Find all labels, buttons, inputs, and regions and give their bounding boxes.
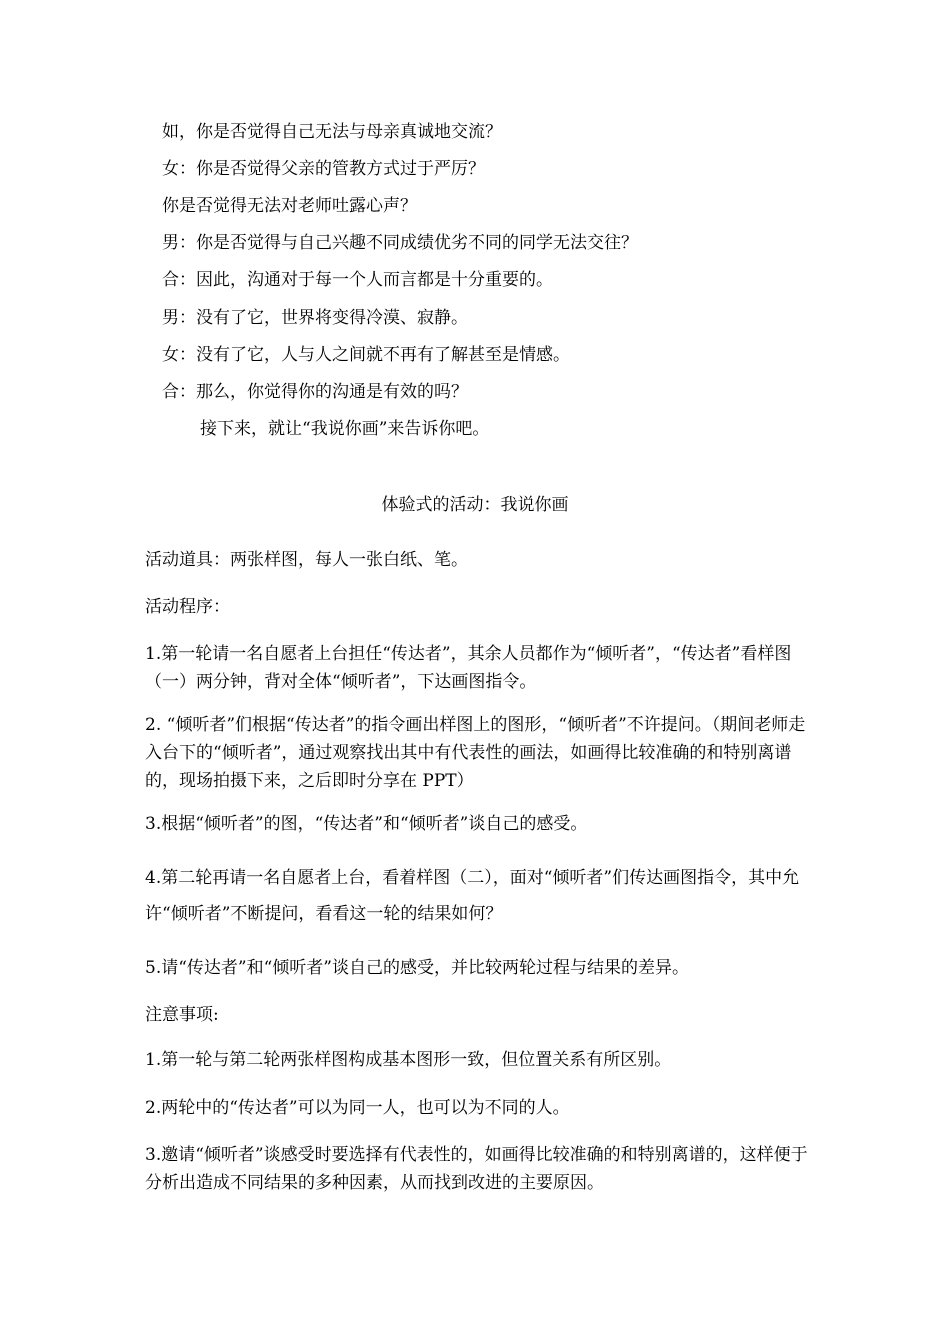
dialogue-line: 男：没有了它，世界将变得冷漠、寂静。 xyxy=(162,308,468,328)
notes-heading: 注意事项: xyxy=(145,1005,219,1025)
dialogue-line: 如，你是否觉得自己无法与母亲真诚地交流？ xyxy=(162,122,502,142)
procedure-step-3: 3.根据“倾听者”的图，“传达者”和“倾听者”谈自己的感受。 xyxy=(145,814,588,834)
transition-line: 接下来，就让“我说你画”来告诉你吧。 xyxy=(200,419,490,439)
dialogue-line: 合：那么，你觉得你的沟通是有效的吗？ xyxy=(162,382,468,402)
dialogue-line: 女：你是否觉得父亲的管教方式过于严厉？ xyxy=(162,159,485,179)
procedure-heading: 活动程序： xyxy=(145,597,230,617)
props-line: 活动道具：两张样图，每人一张白纸、笔。 xyxy=(145,550,468,570)
dialogue-line: 合：因此，沟通对于每一个人而言都是十分重要的。 xyxy=(162,270,553,290)
procedure-step-4: 4.第二轮再请一名自愿者上台，看着样图（二），面对“倾听者”们传达画图指令，其中允许“倾听者”不断提问，看看这一轮的结果如何？ xyxy=(145,868,800,924)
procedure-step-5: 5.请“传达者”和“倾听者”谈自己的感受，并比较两轮过程与结果的差异。 xyxy=(145,958,689,978)
procedure-step-1: 1.第一轮请一名自愿者上台担任“传达者”，其余人员都作为“倾听者”，“传达者”看样图（一）两分钟，背对全体“倾听者”，下达画图指令。 xyxy=(145,644,792,692)
note-3: 3.邀请“倾听者”谈感受时要选择有代表性的，如画得比较准确的和特别离谱的，这样便于分析出造成不同结果的多种因素，从而找到改进的主要原因。 xyxy=(145,1145,808,1193)
procedure-step-2: 2. “倾听者”们根据“传达者”的指令画出样图上的图形，“倾听者”不许提问。（期间老师走入台下的“倾听者”，通过观察找出其中有代表性的画法，如画得比较准确的和特别离谱的，现场拍摄下来，之后即时分享在 PPT） xyxy=(145,715,806,791)
note-1: 1.第一轮与第二轮两张样图构成基本图形一致，但位置关系有所区别。 xyxy=(145,1050,672,1070)
dialogue-line: 你是否觉得无法对老师吐露心声？ xyxy=(162,196,417,216)
dialogue-line: 女：没有了它，人与人之间就不再有了解甚至是情感。 xyxy=(162,345,570,365)
dialogue-line: 男：你是否觉得与自己兴趣不同成绩优劣不同的同学无法交往？ xyxy=(162,233,638,253)
activity-title: 体验式的活动：我说你画 xyxy=(381,495,569,515)
note-2: 2.两轮中的“传达者”可以为同一人，也可以为不同的人。 xyxy=(145,1098,570,1118)
